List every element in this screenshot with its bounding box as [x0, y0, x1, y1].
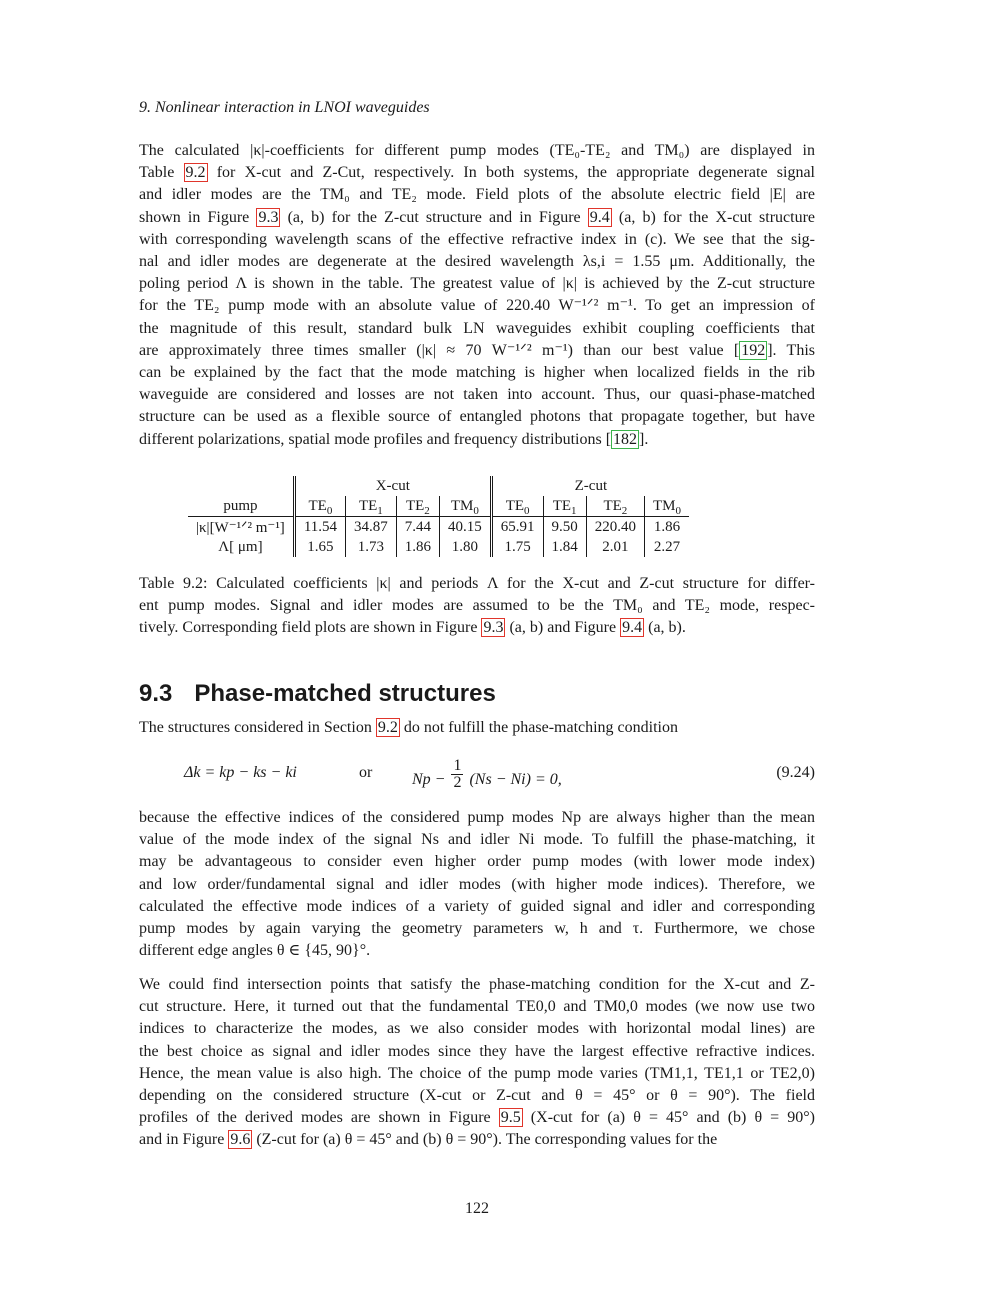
- table-group-header: X-cut: [294, 476, 491, 496]
- equation-lhs: Δk = kp − ks − ki: [184, 764, 297, 781]
- table-cell: 1.86: [396, 537, 439, 557]
- paragraph-intersection: [139, 974, 815, 1152]
- citation-link[interactable]: 192: [741, 341, 766, 359]
- section-heading: [139, 680, 496, 708]
- coefficients-table: [188, 476, 689, 557]
- equation-number: (9.24): [776, 764, 815, 781]
- text-line: and idler modes are the TM₀ and TE₂ mode. Field plots of the absolute electric field |E| are: [139, 186, 815, 204]
- text-line: with corresponding wavelength scans of the effective refractive index in (c). We see that the sig-: [139, 230, 815, 248]
- text-line: and in Figure 9.6 (Z-cut for (a) θ = 45° and (b) θ = 90°). The corresponding values for the: [139, 1131, 718, 1149]
- text-line: for the TE₂ pump mode with an absolute value of 220.40 W⁻¹ᐟ² m⁻¹. To get an impression of: [139, 297, 815, 315]
- table-cell: 9.50: [543, 517, 586, 538]
- text-line: Table 9.2 for X-cut and Z-Cut, respectively. In both systems, the appropriate degenerate signal: [139, 164, 815, 182]
- table-row-label: Λ[ μm]: [188, 537, 294, 557]
- fraction-numerator: 1: [453, 757, 462, 774]
- equation-fraction: [451, 758, 463, 791]
- text-line: profiles of the derived modes are shown in Figure 9.5 (X-cut for (a) θ = 45° and (b) θ = 90°): [139, 1109, 816, 1127]
- text-line: value of the mode index of the signal Ns and idler Ni mode. To fulfill the phase-matching, it: [139, 831, 815, 849]
- table-cell: 2.01: [586, 537, 644, 557]
- table-cell: 1.65: [294, 537, 345, 557]
- table-row-header: pump: [188, 496, 294, 517]
- text-line: We could find intersection points that satisfy the phase-matching condition for the X-cut and Z-: [139, 976, 815, 993]
- table-caption: [139, 573, 815, 640]
- table-cell: 1.73: [346, 537, 397, 557]
- text-line: and low order/fundamental signal and idler modes (with higher mode indices). Therefore, we: [139, 875, 815, 893]
- table-row-label: |κ|[W⁻¹ᐟ² m⁻¹]: [188, 517, 294, 538]
- equation-9-24: [139, 748, 815, 798]
- table-cell: 2.27: [653, 538, 681, 555]
- table-cell: 220.40: [586, 517, 644, 538]
- equation-rhs: [412, 757, 562, 797]
- page-number: 122: [465, 1200, 489, 1217]
- table-column-header: $TM_0$: [645, 496, 690, 517]
- text-line: cut structure. Here, it turned out that the fundamental TE0,0 and TM0,0 modes (we now use two: [139, 998, 815, 1016]
- text-line: are approximately three times smaller (|κ| ≈ 70 W⁻¹ᐟ² m⁻¹) than our best value [ 192 ]. This: [139, 341, 816, 359]
- table-column-header: $TE_0$: [294, 496, 345, 517]
- table-cell: 1.80: [440, 537, 492, 557]
- fraction-denominator: 2: [453, 774, 462, 791]
- text-line: Table 9.2: Calculated coefficients |κ| and periods Λ for the X-cut and Z-cut structure for differ-: [139, 575, 815, 592]
- text-line: the magnitude of this result, standard bulk LN waveguides exhibit coupling coefficients that: [139, 319, 815, 337]
- paragraph-intro: [139, 717, 815, 739]
- cross-reference-link[interactable]: 9.5: [500, 1109, 521, 1127]
- text-line: different edge angles θ ∈ {45, 90}°.: [139, 942, 371, 960]
- paragraph-effective-indices: [139, 807, 815, 962]
- table-column-header: $TE_0$: [491, 496, 543, 517]
- text-line: indices to characterize the modes, as we also consider modes with horizontal modal lines) are: [139, 1020, 815, 1038]
- section-number: 9.3: [139, 680, 173, 707]
- running-head: 9. Nonlinear interaction in LNOI waveguides: [139, 99, 430, 116]
- text-line: tively. Corresponding field plots are shown in Figure 9.3 (a, b) and Figure 9.4 (a, b).: [139, 619, 686, 637]
- text-line: shown in Figure 9.3 (a, b) for the Z-cut structure and in Figure 9.4 (a, b) for the X-cut structure: [139, 208, 816, 226]
- text-line: The calculated |κ|-coefficients for different pump modes (TE₀-TE₂ and TM₀) are displayed in: [139, 142, 815, 159]
- table-column-header: $TE_1$: [543, 496, 586, 517]
- cross-reference-link[interactable]: 9.6: [230, 1131, 251, 1149]
- text-line: waveguide are considered and losses are not taken into account. Thus, our quasi-phase-matched: [139, 386, 815, 404]
- text-line: ent pump modes. Signal and idler modes are assumed to be the TM₀ and TE₂ mode, respec-: [139, 597, 815, 615]
- cross-reference-link[interactable]: 9.2: [185, 164, 206, 182]
- table-cell: 1.84: [543, 537, 586, 557]
- text-line: calculated the effective mode indices of a variety of guided signal and idler and corresponding: [139, 897, 815, 915]
- cross-reference-link[interactable]: 9.3: [258, 208, 279, 226]
- table-column-header: $TM_0$: [440, 496, 492, 517]
- equation-rhs-post: (Ns − Ni) = 0,: [469, 771, 562, 789]
- text-line: structure can be used as a flexible source of entangled photons that propagate together, but have: [139, 408, 815, 426]
- text-line: depending on the considered structure (X-cut or Z-cut and θ = 45° or θ = 90°). The field: [139, 1087, 815, 1105]
- text-line: pump modes by again varying the geometry parameters w, h and τ. Furthermore, we chose: [139, 920, 815, 938]
- text-line: can be explained by the fact that the mode matching is higher when localized fields in the rib: [139, 364, 815, 382]
- text-line: the best choice as signal and idler modes since they have the largest effective refractive indices.: [139, 1042, 815, 1060]
- table-column-header: $TE_2$: [586, 496, 644, 517]
- equation-or: or: [359, 764, 373, 781]
- text-line: because the effective indices of the considered pump modes Np are always higher than the mean: [139, 809, 815, 826]
- table-cell: 34.87: [346, 517, 397, 538]
- equation-rhs-pre: Np −: [412, 771, 446, 789]
- table-cell: 1.75: [491, 537, 543, 557]
- table-cell: 11.54: [294, 517, 345, 538]
- table-column-header: $TE_1$: [346, 496, 397, 517]
- table-cell: 1.86: [653, 518, 681, 535]
- text-line: nal and idler modes are degenerate at the desired wavelength λs,i = 1.55 μm. Additionally, the: [139, 253, 815, 271]
- citation-link[interactable]: 182: [613, 430, 638, 448]
- paragraph-kappa-results: [139, 140, 815, 451]
- section-title: Phase-matched structures: [194, 680, 496, 707]
- text-line: different polarizations, spatial mode profiles and frequency distributions [ 182 ].: [139, 430, 649, 448]
- cross-reference-link[interactable]: 9.4: [589, 208, 610, 226]
- text-line: poling period Λ is shown in the table. The greatest value of |κ| is achieved by the Z-cut structure: [139, 275, 815, 293]
- cross-reference-link[interactable]: 9.2: [377, 719, 398, 736]
- text-line: Hence, the mean value is also high. The choice of the pump mode varies (TM1,1, TE1,1 or TE2,0): [139, 1064, 815, 1082]
- text-line: may be advantageous to consider even higher order pump modes (with lower mode index): [139, 853, 815, 871]
- text-line: The structures considered in Section 9.2 do not fulfill the phase-matching condition: [139, 719, 678, 736]
- table-cell: 40.15: [440, 517, 492, 538]
- table-column-header: $TE_2$: [396, 496, 439, 517]
- cross-reference-link[interactable]: 9.4: [622, 619, 643, 637]
- table-cell: 7.44: [396, 517, 439, 538]
- table-corner: [188, 476, 294, 496]
- table-group-header: Z-cut: [574, 477, 608, 494]
- cross-reference-link[interactable]: 9.3: [483, 619, 504, 637]
- table-cell: 65.91: [491, 517, 543, 538]
